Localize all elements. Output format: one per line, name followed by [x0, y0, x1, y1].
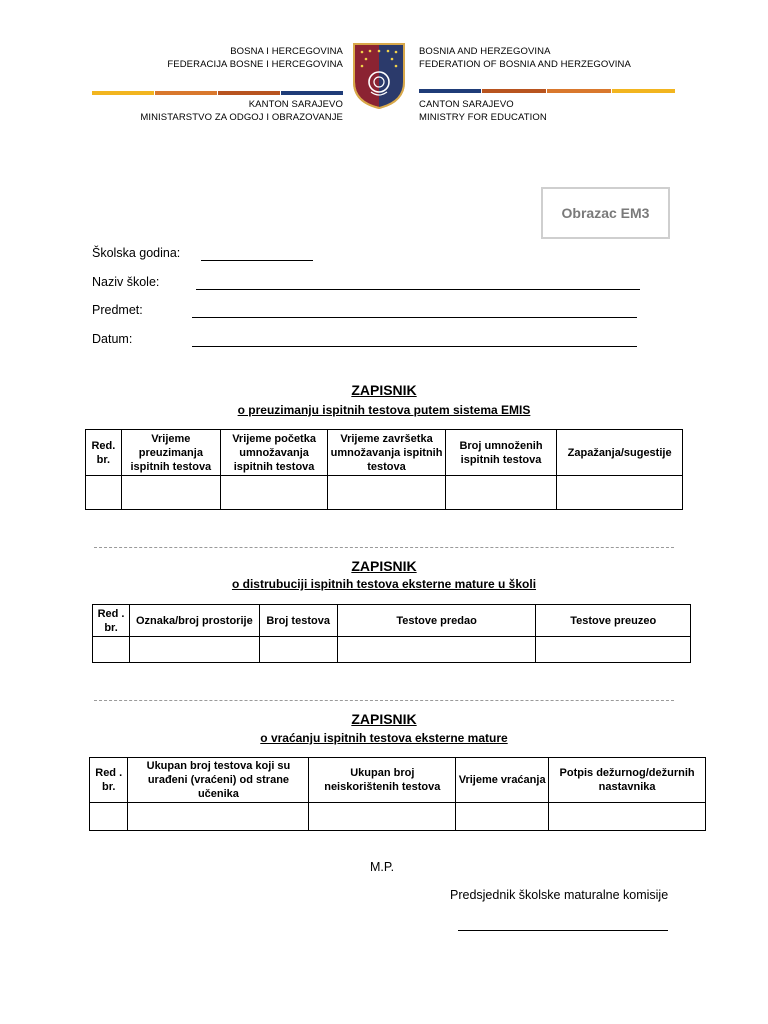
header-right-bottom	[419, 98, 547, 124]
table-cell[interactable]	[328, 476, 446, 510]
col-header: Oznaka/broj prostorije	[130, 605, 259, 637]
form-code: Obrazac EM3	[561, 205, 650, 221]
col-header: Vrijeme završetka umnožavanja ispitnih testova	[328, 430, 446, 476]
col-header: Broj umnoženih ispitnih testova	[445, 430, 556, 476]
table-cell[interactable]	[337, 637, 536, 663]
table-header-row	[93, 605, 691, 637]
school-year-field[interactable]	[201, 260, 313, 261]
header-left-line2: FEDERACIJA BOSNE I HERCEGOVINA	[167, 59, 343, 70]
header-right-line4: MINISTRY FOR EDUCATION	[419, 112, 547, 123]
school-year-label: Školska godina:	[92, 246, 181, 260]
header-left-line3: KANTON SARAJEVO	[248, 99, 343, 110]
section2-subtitle: o distrubuciji ispitnih testova eksterne mature u školi	[231, 577, 537, 591]
table-row[interactable]	[90, 803, 706, 831]
section-divider	[94, 547, 674, 548]
section2-title: ZAPISNIK	[351, 558, 417, 574]
col-header: Potpis dežurnog/dežurnih nastavnika	[549, 758, 706, 803]
table-header-row	[90, 758, 706, 803]
col-header: Ukupan broj neiskorištenih testova	[309, 758, 456, 803]
table-cell[interactable]	[121, 476, 220, 510]
section-divider	[94, 700, 674, 701]
table-cell[interactable]	[549, 803, 706, 831]
school-name-label: Naziv škole:	[92, 275, 160, 289]
header-left-bottom	[140, 98, 343, 124]
col-header: Broj testova	[259, 605, 337, 637]
header-right	[419, 45, 631, 71]
table-row[interactable]	[93, 637, 691, 663]
table-row[interactable]	[86, 476, 683, 510]
coat-of-arms-icon	[352, 42, 406, 110]
header-left-line1: BOSNA I HERCEGOVINA	[230, 46, 343, 57]
col-header: Zapažanja/sugestije	[557, 430, 683, 476]
table-cell[interactable]	[309, 803, 456, 831]
table-cell[interactable]	[456, 803, 549, 831]
col-header: Ukupan broj testova koji su urađeni (vraćeni) od strane učenika	[128, 758, 309, 803]
header-left	[167, 45, 343, 71]
section3-title: ZAPISNIK	[351, 711, 417, 727]
stamp-placeholder: M.P.	[370, 860, 395, 874]
table-header-row	[86, 430, 683, 476]
col-header: Red. br.	[86, 430, 122, 476]
return-table	[89, 757, 706, 831]
table-cell[interactable]	[130, 637, 259, 663]
date-label: Datum:	[92, 332, 133, 346]
table-cell[interactable]	[128, 803, 309, 831]
col-header: Testove preuzeo	[536, 605, 691, 637]
signature-line[interactable]	[458, 930, 668, 931]
header-left-line4: MINISTARSTVO ZA ODGOJ I OBRAZOVANJE	[140, 112, 343, 123]
col-header: Vrijeme preuzimanja ispitnih testova	[121, 430, 220, 476]
table-cell[interactable]	[536, 637, 691, 663]
subject-field[interactable]	[192, 317, 637, 318]
table-cell[interactable]	[445, 476, 556, 510]
table-cell[interactable]	[259, 637, 337, 663]
date-field[interactable]	[192, 346, 637, 347]
school-name-field[interactable]	[196, 289, 640, 290]
table-cell[interactable]	[557, 476, 683, 510]
table-cell[interactable]	[220, 476, 327, 510]
section3-subtitle: o vraćanju ispitnih testova eksterne mature	[260, 731, 508, 745]
table-cell[interactable]	[90, 803, 128, 831]
header-right-line3: CANTON SARAJEVO	[419, 99, 514, 110]
col-header: Red . br.	[93, 605, 130, 637]
col-header: Vrijeme vraćanja	[456, 758, 549, 803]
table-cell[interactable]	[93, 637, 130, 663]
col-header: Vrijeme početka umnožavanja ispitnih testova	[220, 430, 327, 476]
section1-title: ZAPISNIK	[351, 382, 417, 398]
emis-download-table	[85, 429, 683, 510]
section1-subtitle: o preuzimanju ispitnih testova putem sistema EMIS	[237, 403, 531, 417]
distribution-table	[92, 604, 691, 663]
header-right-line2: FEDERATION OF BOSNIA AND HERZEGOVINA	[419, 59, 631, 70]
signer-title: Predsjednik školske maturalne komisije	[450, 888, 669, 902]
subject-label: Predmet:	[92, 303, 143, 317]
col-header: Testove predao	[337, 605, 536, 637]
table-cell[interactable]	[86, 476, 122, 510]
header-right-line1: BOSNIA AND HERZEGOVINA	[419, 46, 551, 57]
col-header: Red . br.	[90, 758, 128, 803]
form-code-box	[541, 187, 670, 239]
